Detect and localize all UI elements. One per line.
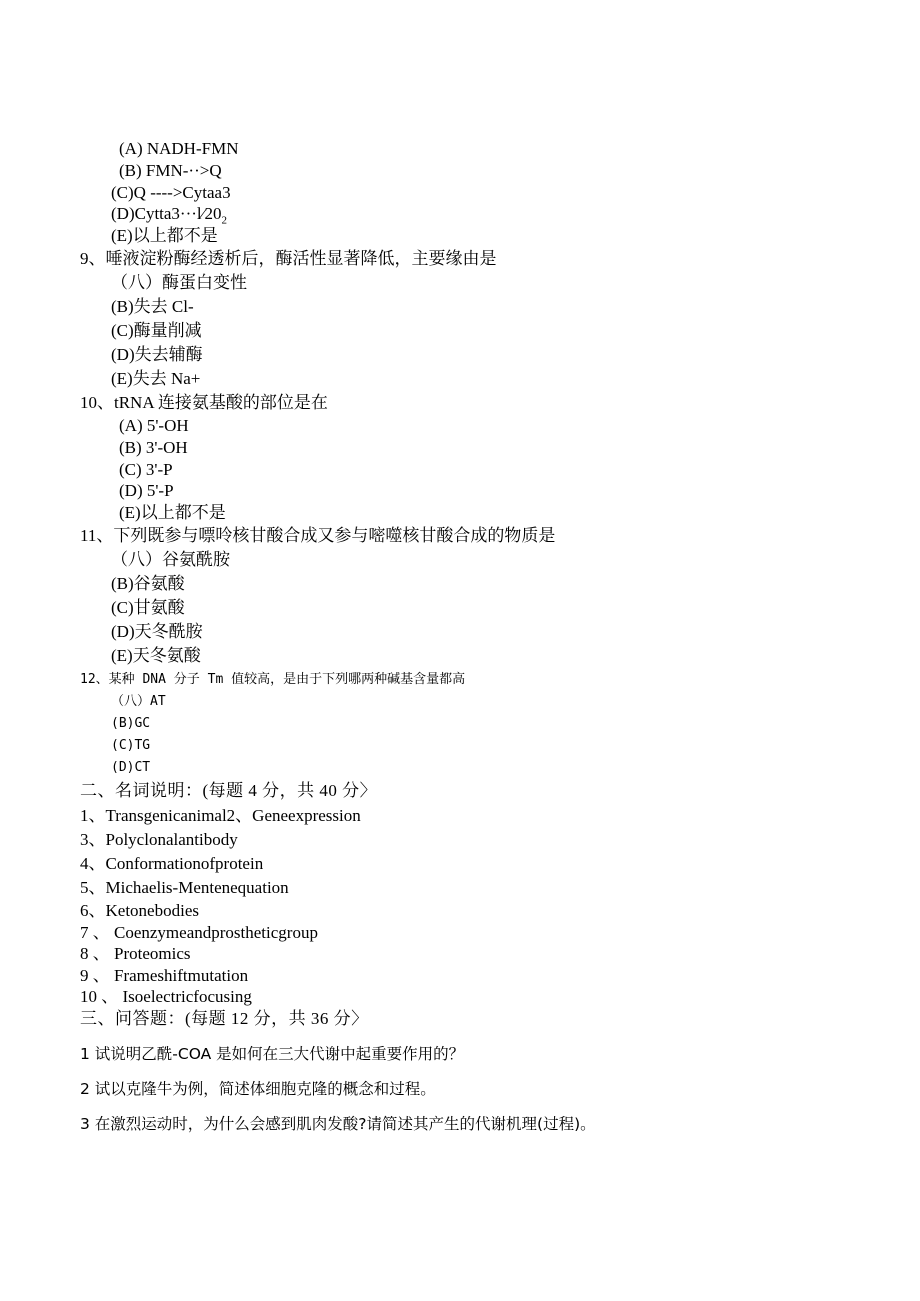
q11-question: 11、下列既参与嘌呤核甘酸合成又参与嘧噬核甘酸合成的物质是 [80,526,556,545]
q10-option-d: (D) 5'-P [119,481,174,500]
essay-question: 3 在激烈运动时，为什么会感到肌肉发酸?请简述其产生的代谢机理(过程)。 [80,1115,596,1133]
q12-option-d: (D)CT [111,760,151,775]
q10-option-a: (A) 5'-OH [119,416,189,435]
q8-option-a: (A) NADH-FMN [119,139,239,158]
q11-option-a: （八）谷氨酰胺 [111,550,230,569]
q10-option-b: (B) 3'-OH [119,438,188,457]
term-item: 9 、 Frameshiftmutation [80,966,249,985]
term-item: 3、Polyclonalantibody [80,830,238,849]
q9-option-e: (E)失去 Na+ [111,369,201,388]
q11-option-b: (B)谷氨酸 [111,574,185,593]
q12-option-c: (C)TG [111,738,151,753]
q9-question: 9、唾液淀粉酶经透析后，酶活性显著降低，主要缘由是 [80,249,497,268]
section2-heading: 二、名词说明：(每题 4 分，共 40 分〉 [80,781,378,800]
term-item: 4、Conformationofprotein [80,854,264,873]
essay-question: 2 试以克隆牛为例，简述体细胞克隆的概念和过程。 [80,1080,436,1098]
q8-option-b: (B) FMN-··>Q [119,161,222,180]
q10-question: 10、tRNA 连接氨基酸的部位是在 [80,393,328,412]
q10-option-e: (E)以上都不是 [119,503,226,522]
q12-option-b: (B)GC [111,716,151,731]
q12-question: 12、某种 DNA 分子 Tm 值较高，是由于下列哪两种碱基含量都高 [80,672,466,687]
q9-option-c: (C)酶量削减 [111,321,202,340]
q11-option-e: (E)天冬氨酸 [111,646,201,665]
q10-option-c: (C) 3'-P [119,460,173,479]
q8-option-c: (C)Q ---->Cytaa3 [111,183,231,202]
q11-option-c: (C)甘氨酸 [111,598,185,617]
q11-option-d: (D)天冬酰胺 [111,622,203,641]
term-item: 7 、 Coenzymeandprostheticgroup [80,923,318,942]
q8-option-d-text: (D)Cytta3···l⁄20 [111,204,222,223]
term-item: 8 、 Proteomics [80,944,191,963]
term-item: 5、Michaelis-Mentenequation [80,878,289,897]
q8-option-d-subscript: 2 [221,214,227,227]
q9-option-d: (D)失去辅酶 [111,345,203,364]
q8-option-e: (E)以上都不是 [111,226,218,245]
q9-option-b: (B)失去 Cl- [111,297,194,316]
term-item: 1、Transgenicanimal2、Geneexpression [80,806,361,825]
section3-heading: 三、问答题：(每题 12 分，共 36 分〉 [80,1009,369,1028]
q12-option-a: （八）AT [111,694,166,709]
term-item: 10 、 Isoelectricfocusing [80,987,252,1006]
q9-option-a: （八）酶蛋白变性 [111,273,247,292]
essay-question: 1 试说明乙酰-COA 是如何在三大代谢中起重要作用的？ [80,1045,465,1063]
term-item: 6、Ketonebodies [80,901,199,920]
